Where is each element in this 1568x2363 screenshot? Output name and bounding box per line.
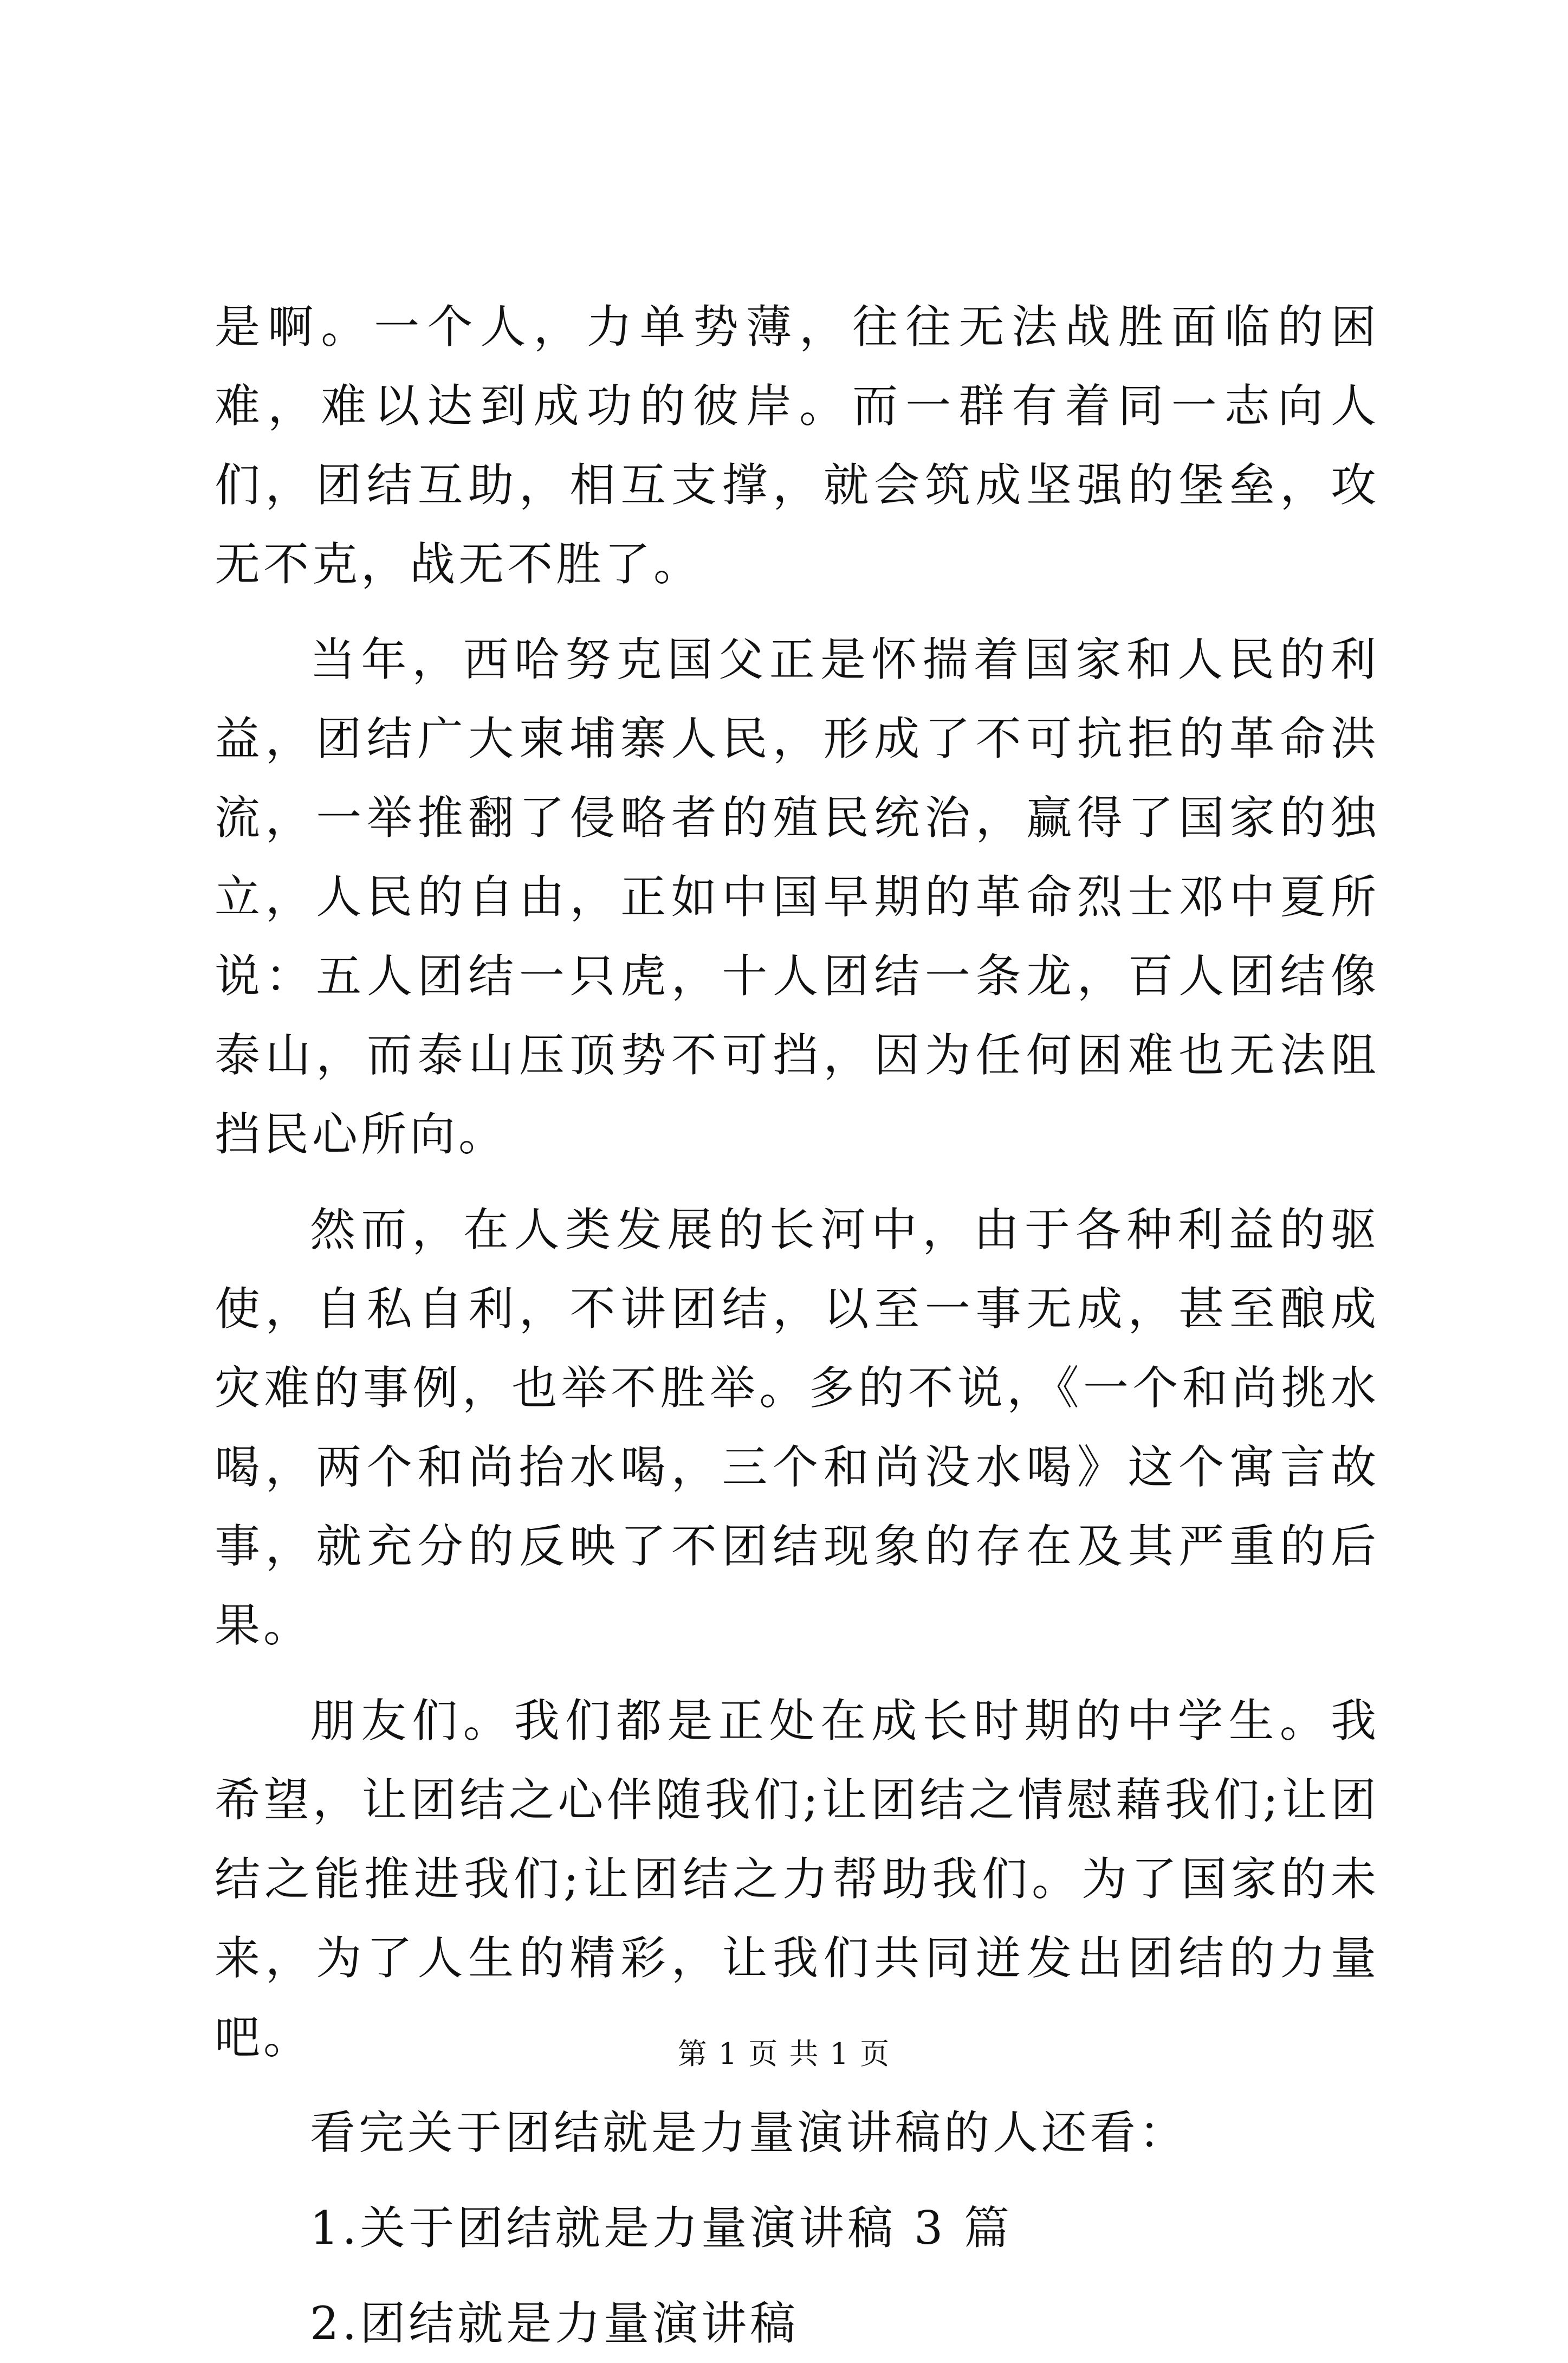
paragraph-2: 当年，西哈努克国父正是怀揣着国家和人民的利益，团结广大柬埔寨人民，形成了不可抗拒的革命洪流，一举推翻了侵略者的殖民统治，赢得了国家的独立，人民的自由，正如中国早期的革命烈士邓中夏所说：五人团结一只虎，十人团结一条龙，百人团结像泰山，而泰山压顶势不可挡，因为任何困难也无法阻挡民心所向。 (215, 633, 1379, 1161)
related-heading: 看完关于团结就是力量演讲稿的人还看： (310, 2106, 1188, 2159)
paragraph-4: 朋友们。我们都是正处在成长时期的中学生。我希望，让团结之心伴随我们;让团结之情慰藉我们;让团结之能推进我们;让团结之力帮助我们。为了国家的未来，为了人生的精彩，让我们共同迸发出团结的力量吧。 (215, 1694, 1379, 2064)
related-link-2[interactable]: 2.团结就是力量演讲稿 (310, 2297, 799, 2350)
page-footer: 第 1 页 共 1 页 (677, 2037, 891, 2071)
paragraph-1: 是啊。一个人，力单势薄，往往无法战胜面临的困难，难以达到成功的彼岸。而一群有着同一志向人们，团结互助，相互支撑，就会筑成坚强的堡垒，攻无不克，战无不胜了。 (215, 300, 1379, 591)
related-links-list (215, 2188, 1379, 2363)
paragraph-3: 然而，在人类发展的长河中，由于各种利益的驱使，自私自利，不讲团结，以至一事无成，甚至酿成灾难的事例，也举不胜举。多的不说，《一个和尚挑水喝，两个和尚抬水喝，三个和尚没水喝》这个寓言故事，就充分的反映了不团结现象的存在及其严重的后果。 (215, 1203, 1379, 1652)
related-link-1[interactable]: 1.关于团结就是力量演讲稿 3 篇 (310, 2201, 1013, 2255)
